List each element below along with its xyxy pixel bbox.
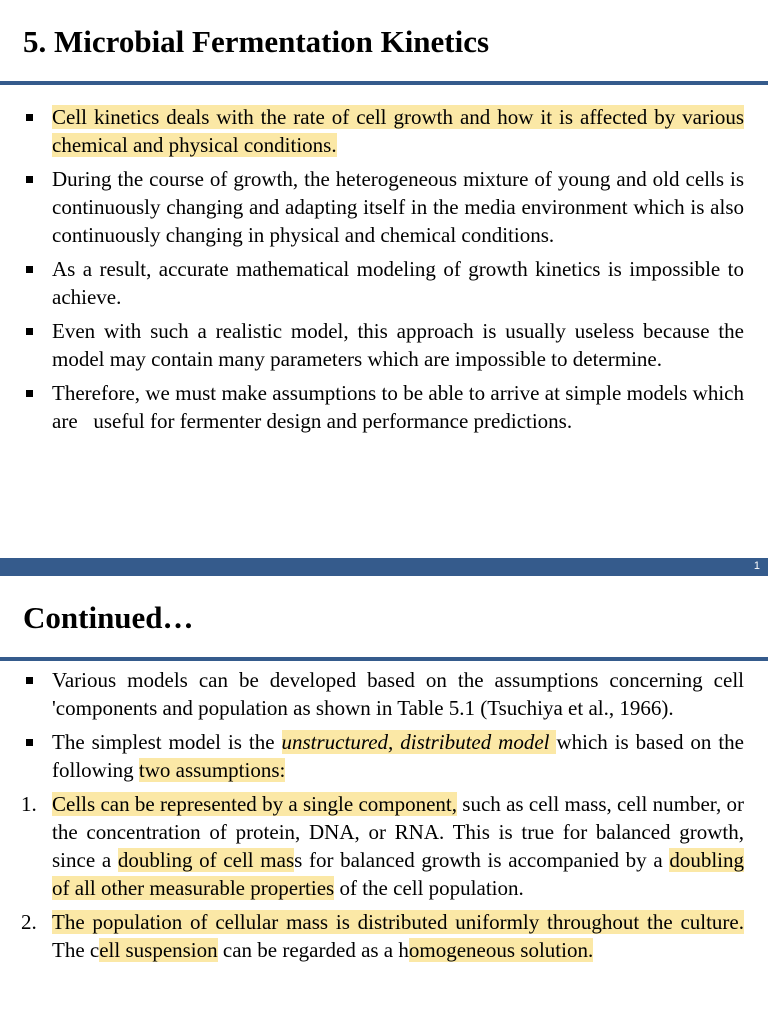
title-divider	[0, 81, 768, 85]
slide-footer-bar	[0, 558, 768, 576]
bullet-text-part: which is based on the following	[52, 730, 755, 782]
bullet-text: Cell kinetics deals with the rate of cell growth and how it is affected by various chemical and physical conditions.	[52, 105, 744, 157]
highlighted-italic-term: unstructured, distributed model	[281, 730, 557, 754]
highlighted-text: omogeneous solution.	[408, 938, 594, 962]
item-number: 1.	[21, 792, 37, 816]
bullet-text: Even with such a realistic model, this approach is usually useless because the model may contain many parameters which are impossible to determine.	[52, 319, 744, 371]
square-bullet-icon	[26, 677, 33, 684]
square-bullet-icon	[26, 739, 33, 746]
bullet-text: Various models can be developed based on the assumptions concerning cell 'components and population as shown in Table 5.1 (Tsuchiya et al., 1966).	[52, 668, 744, 720]
slide-title: 5. Microbial Fermentation Kinetics	[23, 24, 490, 59]
bullet-text: As a result, accurate mathematical modeling of growth kinetics is impossible to achieve.	[52, 257, 744, 309]
item-number: 2.	[21, 910, 37, 934]
bullet-item	[23, 165, 744, 249]
bullet-list	[21, 666, 755, 964]
bullet-list	[23, 103, 750, 435]
bullet-item	[23, 317, 744, 373]
item-text-part: s for balanced growth is accompanied by a	[294, 848, 670, 872]
bullet-item	[23, 255, 744, 311]
bullet-text: Therefore, we must make assumptions to be able to arrive at simple models which are useful for fermenter design and performance predictions.	[52, 381, 750, 433]
slide-title: Continued…	[23, 600, 194, 635]
bullet-item	[23, 103, 744, 159]
highlighted-text: ell suspension	[99, 938, 218, 962]
numbered-item	[23, 790, 744, 902]
bullet-item	[23, 728, 755, 784]
numbered-item	[23, 908, 744, 964]
square-bullet-icon	[26, 176, 33, 183]
square-bullet-icon	[26, 266, 33, 273]
highlighted-text: Cells can be represented by a single component,	[52, 792, 458, 816]
bullet-text-part: The simplest model is the	[52, 730, 282, 754]
square-bullet-icon	[26, 114, 33, 121]
item-text-part: of the cell population.	[334, 876, 524, 900]
title-divider	[0, 657, 768, 661]
highlighted-text: doubling of all other measurable properties	[52, 848, 744, 900]
highlighted-text: two assumptions:	[138, 758, 286, 782]
bullet-item	[23, 666, 744, 722]
square-bullet-icon	[26, 390, 33, 397]
highlighted-text: The population of cellular mass is distributed uniformly throughout the culture.	[52, 910, 744, 934]
page-number: 1	[753, 560, 760, 572]
item-text-part: The c	[52, 938, 100, 962]
bullet-text: During the course of growth, the heterogeneous mixture of young and old cells is continuously changing and adapting itself in the media environment which is also continuously changing in physical and chemical conditions.	[52, 167, 744, 247]
item-text-part: such as cell mass, cell number, or the concentration of protein, DNA, or RNA. This is true for balanced growth, since a	[52, 792, 744, 872]
bullet-item	[23, 379, 750, 435]
highlighted-text: doubling of cell mas	[117, 848, 295, 872]
item-text-part: can be regarded as a h	[217, 938, 409, 962]
square-bullet-icon	[26, 328, 33, 335]
